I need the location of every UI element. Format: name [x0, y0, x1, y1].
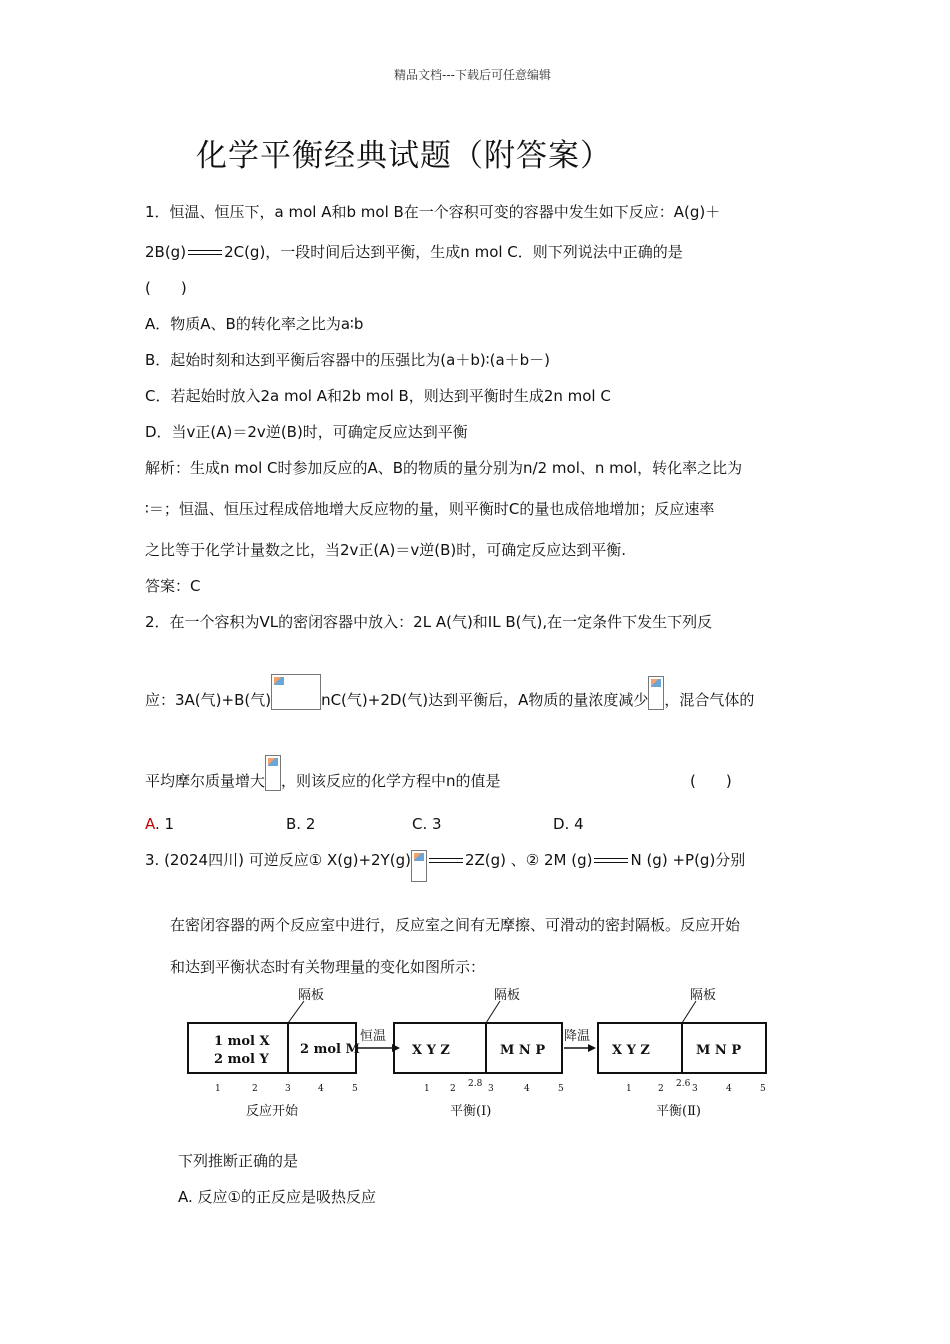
- partition-pointer: [288, 1001, 304, 1023]
- tick-label: 2: [658, 1084, 664, 1094]
- q1-option-c: C．若起始时放入2a mol A和2b mol B，则达到平衡时生成2n mol C: [145, 387, 611, 405]
- q2-molar-mass: 平均摩尔质量增大: [145, 772, 266, 790]
- broken-image-icon: [265, 755, 281, 791]
- q1-analysis-line1: 解析：生成n mol C时参加反应的A、B的物质的量分别为n/2 mol、n mol，转化率之比为: [145, 459, 743, 477]
- caption-start: 反应开始: [246, 1104, 299, 1119]
- q3-stem-line1: [145, 850, 745, 882]
- q2-option-a-value: . 1: [155, 815, 175, 833]
- q2-reactants: 应：3A(气)+B(气): [145, 691, 272, 709]
- tick-label: 2: [450, 1084, 456, 1094]
- page-title: 化学平衡经典试题（附答案）: [196, 138, 612, 174]
- q1-analysis-line2: ∶＝；恒温、恒压过程成倍地增大反应物的量，则平衡时C的量也成倍地增加；反应速率: [145, 500, 715, 518]
- tick-label: 1: [424, 1084, 430, 1094]
- q2-option-d: D. 4: [553, 815, 584, 833]
- tick-label: 4: [524, 1084, 530, 1094]
- partition-label: 隔板: [690, 988, 717, 1003]
- box1-right: 2 mol M: [300, 1042, 360, 1057]
- reaction-chamber-diagram: [180, 985, 780, 1125]
- arrow-right-icon: [588, 1044, 596, 1052]
- tick-label: 3: [692, 1084, 698, 1094]
- q1-product: 2C(g)，一段时间后达到平衡，生成n mol C．则下列说法中正确的是: [224, 243, 683, 261]
- equilibrium-arrow-icon: [188, 249, 222, 257]
- q3-reaction-2-product: N (g) +P(g)分别: [630, 851, 746, 869]
- q2-question: ，则该反应的化学方程中n的值是: [281, 772, 501, 790]
- tick-label: 5: [352, 1084, 358, 1094]
- q2-stem-line1: 2．在一个容积为VL的密闭容器中放入：2L A(气)和IL B(气),在一定条件下发生下列反: [145, 613, 713, 631]
- box1-left-line1: 1 mol X: [214, 1034, 270, 1049]
- partition-label: 隔板: [298, 988, 325, 1003]
- q1-answer-paren: ( ): [145, 279, 187, 297]
- q2-answer-paren: ( ): [690, 772, 732, 790]
- q1-answer: 答案：C: [145, 577, 201, 595]
- q1-stem-line2: [145, 242, 683, 262]
- box3-left: X Y Z: [612, 1043, 650, 1058]
- tick-label: 2.6: [676, 1079, 691, 1089]
- q3-reaction-1: 3. (2024四川) 可逆反应① X(g)+2Y(g): [145, 851, 411, 869]
- equilibrium-arrow-icon: [594, 857, 628, 865]
- broken-image-icon: [411, 850, 427, 882]
- q1-option-b: B．起始时刻和达到平衡后容器中的压强比为(a＋b)∶(a＋b－): [145, 351, 551, 369]
- q2-mixture: ，混合气体的: [664, 691, 755, 709]
- page-header: 精品文档---下载后可任意编辑: [394, 68, 551, 82]
- q3-judge: 下列推断正确的是: [178, 1152, 299, 1170]
- box1-left-line2: 2 mol Y: [214, 1052, 269, 1067]
- q2-option-c: C. 3: [412, 815, 442, 833]
- q2-stem-line3: [145, 771, 501, 791]
- broken-image-icon: [648, 676, 664, 710]
- tick-label: 3: [285, 1084, 291, 1094]
- box2-left: X Y Z: [412, 1043, 450, 1058]
- arrow-1-label: 恒温: [360, 1029, 387, 1044]
- tick-label: 5: [760, 1084, 766, 1094]
- tick-label: 1: [215, 1084, 221, 1094]
- q3-stem-line3: 和达到平衡状态时有关物理量的变化如图所示：: [170, 958, 486, 976]
- tick-label: 2.8: [468, 1079, 483, 1089]
- tick-label: 3: [488, 1084, 494, 1094]
- partition-pointer: [682, 1001, 696, 1023]
- partition-label: 隔板: [494, 988, 521, 1003]
- equilibrium-arrow-icon: [429, 857, 463, 865]
- box3-right: M N P: [696, 1043, 742, 1058]
- caption-equilibrium-1: 平衡(Ⅰ): [450, 1104, 492, 1119]
- partition-pointer: [486, 1001, 500, 1023]
- q1-analysis-line3: 之比等于化学计量数之比，当2v正(A)＝v逆(B)时，可确定反应达到平衡.: [145, 541, 627, 559]
- q2-option-a: [145, 814, 174, 834]
- tick-label: 4: [318, 1084, 324, 1094]
- q3-reaction-1-product: 2Z(g) 、② 2M (g): [464, 851, 593, 869]
- q2-option-a-letter: A: [145, 815, 155, 833]
- caption-equilibrium-2: 平衡(Ⅱ): [656, 1104, 701, 1119]
- q2-stem-line2: [145, 690, 754, 710]
- q3-stem-line2: 在密闭容器的两个反应室中进行，反应室之间有无摩擦、可滑动的密封隔板。反应开始: [170, 916, 741, 934]
- tick-label: 4: [726, 1084, 732, 1094]
- tick-label: 5: [558, 1084, 564, 1094]
- q1-reactant: 2B(g): [145, 243, 187, 261]
- q1-option-a: A．物质A、B的转化率之比为a∶b: [145, 315, 364, 333]
- box2-right: M N P: [500, 1043, 546, 1058]
- arrow-2-label: 降温: [564, 1029, 591, 1044]
- q2-option-b: B. 2: [286, 815, 316, 833]
- q2-products: nC(气)+2D(气)达到平衡后，A物质的量浓度减少: [321, 691, 649, 709]
- broken-image-icon: [271, 674, 321, 710]
- q1-option-d: D．当v正(A)＝2v逆(B)时，可确定反应达到平衡: [145, 423, 468, 441]
- tick-label: 1: [626, 1084, 632, 1094]
- tick-label: 2: [252, 1084, 258, 1094]
- q1-stem-line1: 1．恒温、恒压下，a mol A和b mol B在一个容积可变的容器中发生如下反应：A(g)＋: [145, 203, 721, 221]
- q3-option-a: A. 反应①的正反应是吸热反应: [178, 1188, 376, 1206]
